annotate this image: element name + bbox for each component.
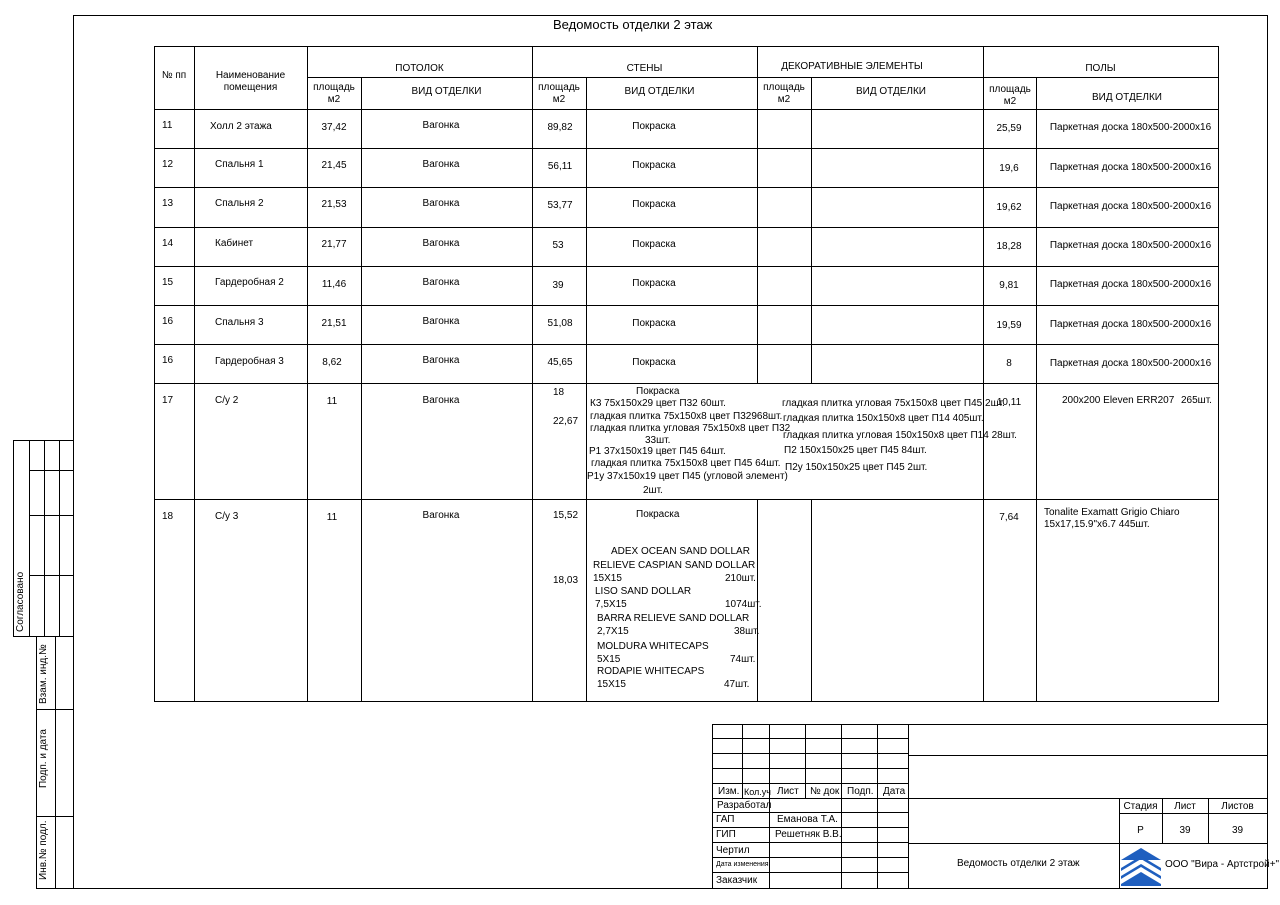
row-room-name: Гардеробная 2: [215, 277, 284, 288]
row-walls-area: 22,67: [553, 416, 579, 427]
row-floors-area: 19,6: [999, 163, 1019, 174]
wall-tile-line: 33шт.: [645, 435, 671, 446]
header-walls: СТЕНЫ: [626, 63, 663, 74]
row-walls-finish: Покраска: [632, 357, 676, 368]
row-walls-finish: Покраска: [632, 121, 676, 132]
row-floors-finish: Tonalite Examatt Grigio Chiaro: [1044, 507, 1180, 518]
wall-tile-line: Р1 37х150х19 цвет П45 64шт.: [589, 446, 726, 457]
row-ceiling-finish: Вагонка: [422, 316, 460, 327]
row-room-name: Спальня 2: [215, 198, 264, 209]
wall-tile-line: Р1у 37х150х19 цвет П45 (угловой элемент): [587, 471, 788, 482]
podp-label: Подп. и дата: [38, 729, 49, 788]
row-walls-area: 18: [553, 387, 565, 398]
gip-label: ГИП: [716, 829, 736, 840]
header-room-name: Наименование помещения: [215, 70, 286, 93]
row-ceiling-finish: Вагонка: [422, 277, 460, 288]
wall-tile-line: гладкая плитка угловая 75х150х8 цвет П32: [590, 423, 791, 434]
header-ceiling-area: площадь м2: [313, 82, 355, 105]
header-walls-area: площадь м2: [538, 82, 580, 105]
row-ceiling-area: 21,77: [321, 239, 347, 250]
row-num: 16: [162, 355, 174, 366]
row-floors-finish: 200х200 Eleven ERR207: [1062, 395, 1175, 406]
row-walls-area: 89,82: [547, 122, 573, 133]
row-floors-finish: Паркетная доска 180х500-2000х16: [1049, 122, 1212, 133]
row-floors-area: 9,81: [999, 280, 1019, 291]
row-ceiling-finish: Вагонка: [422, 159, 460, 170]
row-floors-finish: Паркетная доска 180х500-2000х16: [1049, 201, 1212, 212]
decor-tile-line: П2 150х150х25 цвет П45 84шт.: [784, 445, 927, 456]
row-walls-area: 39: [552, 280, 564, 291]
wall-tile-size: 15Х15: [593, 573, 622, 584]
wall-tile-name: RODAPIE WHITECAPS: [597, 666, 705, 677]
wall-tile-qty: 74шт.: [730, 654, 756, 665]
gip-name: Решетняк В.В.: [775, 829, 842, 840]
gap-label: ГАП: [716, 814, 735, 825]
wall-tile-qty: 38шт.: [734, 626, 760, 637]
row-walls-area: 56,11: [547, 161, 573, 172]
wall-tile-qty: 1074шт.: [725, 599, 762, 610]
row-ceiling-area: 21,53: [321, 199, 347, 210]
row-num: 14: [162, 238, 174, 249]
ndoc-label: № док: [810, 786, 840, 797]
header-floors-area: площадь м2: [989, 84, 1031, 107]
row-floors-finish: Паркетная доска 180х500-2000х16: [1049, 279, 1212, 290]
header-floors: ПОЛЫ: [1085, 63, 1116, 74]
row-room-name: Спальня 3: [215, 317, 264, 328]
row-room-name: Спальня 1: [215, 159, 264, 170]
wall-tile-qty: 47шт.: [724, 679, 750, 690]
header-ceiling: ПОТОЛОК: [395, 63, 444, 74]
row-num: 13: [162, 198, 174, 209]
row-floors-finish: Паркетная доска 180х500-2000х16: [1049, 162, 1212, 173]
row-floors-area: 7,64: [999, 512, 1019, 523]
row-walls-finish: Покраска: [632, 199, 676, 210]
decor-tile-line: гладкая плитка угловая 75х150х8 цвет П45 2шт.: [782, 398, 1005, 409]
wall-tile-line: гладкая плитка 75х150х8 цвет П45 64шт.: [591, 458, 781, 469]
row-walls-area: 18,03: [553, 575, 579, 586]
razrab-label: Разработал: [717, 800, 772, 811]
row-ceiling-area: 21,45: [321, 160, 347, 171]
wall-tile-name: ADEX OCEAN SAND DOLLAR: [611, 546, 750, 557]
wall-tile-name: MOLDURA WHITECAPS: [597, 641, 709, 652]
row-ceiling-area: 11: [326, 512, 338, 523]
data-izm-label: Дата изменения: [716, 861, 769, 868]
row-floors-finish: Паркетная доска 180х500-2000х16: [1049, 319, 1212, 330]
row-floors-area: 18,28: [996, 241, 1022, 252]
company-name: ООО "Вира - Артстрой+": [1165, 859, 1280, 870]
row-ceiling-finish: Вагонка: [422, 238, 460, 249]
wall-tile-size: 7,5Х15: [595, 599, 627, 610]
wall-tile-size: 2,7Х15: [597, 626, 629, 637]
row-floors-area: 19,59: [996, 320, 1022, 331]
wall-tile-name: BARRA RELIEVE SAND DOLLAR: [597, 613, 750, 624]
company-logo: [1121, 846, 1161, 886]
row-walls-paint: Покраска: [636, 509, 680, 520]
header-num: № пп: [161, 70, 187, 81]
row-num: 18: [162, 511, 174, 522]
decor-tile-line: гладкая плитка угловая 150х150х8 цвет П14 28шт.: [783, 430, 1017, 441]
row-floors-finish: 15х17,15.9"х6.7 445шт.: [1044, 519, 1150, 530]
row-floors-area: 8: [1006, 358, 1012, 369]
row-walls-area: 51,08: [547, 318, 573, 329]
row-walls-finish: Покраска: [632, 239, 676, 250]
row-floors-area: 25,59: [996, 123, 1022, 134]
row-room-name: Гардеробная 3: [215, 356, 284, 367]
row-ceiling-area: 37,42: [321, 122, 347, 133]
stadia-header: Стадия: [1123, 801, 1158, 812]
vzam-label: Взам. инд.№: [38, 644, 49, 704]
decor-tile-line: гладкая плитка 150х150х8 цвет П14 405шт.: [783, 413, 984, 424]
gap-name: Еманова Т.А.: [777, 814, 838, 825]
chertil-label: Чертил: [716, 845, 750, 856]
wall-tile-size: 5Х15: [597, 654, 621, 665]
wall-tile-size: 15Х15: [597, 679, 626, 690]
podp-col-label: Подп.: [847, 786, 874, 797]
wall-tile-qty: 210шт.: [725, 573, 756, 584]
header-walls-finish: ВИД ОТДЕЛКИ: [624, 86, 695, 97]
izm-label: Изм.: [718, 786, 740, 797]
header-decor-area: площадь м2: [763, 82, 805, 105]
row-walls-finish: Покраска: [632, 160, 676, 171]
row-ceiling-finish: Вагонка: [422, 395, 460, 406]
row-floors-area: 10,11: [996, 397, 1022, 408]
row-room-name: Холл 2 этажа: [210, 121, 272, 132]
row-num: 16: [162, 316, 174, 327]
row-num: 17: [162, 395, 174, 406]
row-floors-finish: Паркетная доска 180х500-2000х16: [1049, 240, 1212, 251]
wall-tile-line: гладкая плитка 75х150х8 цвет П32968шт.: [590, 411, 783, 422]
data-col-label: Дата: [883, 786, 906, 797]
list-label: Лист: [777, 786, 799, 797]
page-title: Ведомость отделки 2 этаж: [553, 17, 713, 32]
header-ceiling-finish: ВИД ОТДЕЛКИ: [411, 86, 482, 97]
header-floors-finish: ВИД ОТДЕЛКИ: [1092, 92, 1162, 103]
header-decor: ДЕКОРАТИВНЫЕ ЭЛЕМЕНТЫ: [781, 61, 923, 72]
row-num: 15: [162, 277, 174, 288]
row-floors-qty: 265шт.: [1181, 395, 1212, 406]
row-walls-finish: Покраска: [632, 278, 676, 289]
agreed-label: Согласовано: [15, 571, 26, 632]
row-ceiling-finish: Вагонка: [422, 355, 460, 366]
wall-tile-name: LISO SAND DOLLAR: [595, 586, 692, 597]
row-walls-area: 45,65: [547, 357, 573, 368]
stadia-value: Р: [1137, 825, 1144, 836]
kol-label: Кол.уч: [744, 787, 771, 797]
row-walls-paint: Покраска: [636, 386, 680, 397]
decor-tile-line: П2у 150х150х25 цвет П45 2шт.: [785, 462, 928, 473]
row-ceiling-finish: Вагонка: [422, 198, 460, 209]
header-decor-finish: ВИД ОТДЕЛКИ: [856, 86, 926, 97]
row-ceiling-area: 11: [326, 396, 338, 407]
row-ceiling-area: 21,51: [321, 318, 347, 329]
row-room-name: Кабинет: [215, 238, 254, 249]
row-walls-area: 53: [552, 240, 564, 251]
list-header: Лист: [1174, 801, 1196, 812]
row-ceiling-finish: Вагонка: [422, 120, 460, 131]
row-ceiling-finish: Вагонка: [422, 510, 460, 521]
wall-tile-line: 2шт.: [643, 485, 663, 496]
list-value: 39: [1179, 825, 1191, 836]
row-floors-area: 19,62: [996, 202, 1022, 213]
row-ceiling-area: 11,46: [321, 279, 347, 290]
zakazchik-label: Заказчик: [716, 875, 758, 886]
wall-tile-line: К3 75х150х29 цвет П32 60шт.: [590, 398, 726, 409]
row-walls-area: 53,77: [547, 200, 573, 211]
wall-tile-name: RELIEVE CASPIAN SAND DOLLAR: [593, 560, 756, 571]
inv-label: Инв.№ подл.: [38, 820, 49, 880]
row-walls-finish: Покраска: [632, 318, 676, 329]
row-room-name: С/у 2: [215, 395, 239, 406]
row-num: 11: [162, 120, 173, 131]
row-room-name: С/у 3: [215, 511, 239, 522]
row-num: 12: [162, 159, 174, 170]
listov-header: Листов: [1221, 801, 1254, 812]
listov-value: 39: [1231, 825, 1244, 836]
row-walls-area: 15,52: [553, 510, 579, 521]
row-ceiling-area: 8,62: [322, 357, 342, 368]
row-floors-finish: Паркетная доска 180х500-2000х16: [1049, 358, 1212, 369]
doc-title: Ведомость отделки 2 этаж: [957, 858, 1080, 869]
